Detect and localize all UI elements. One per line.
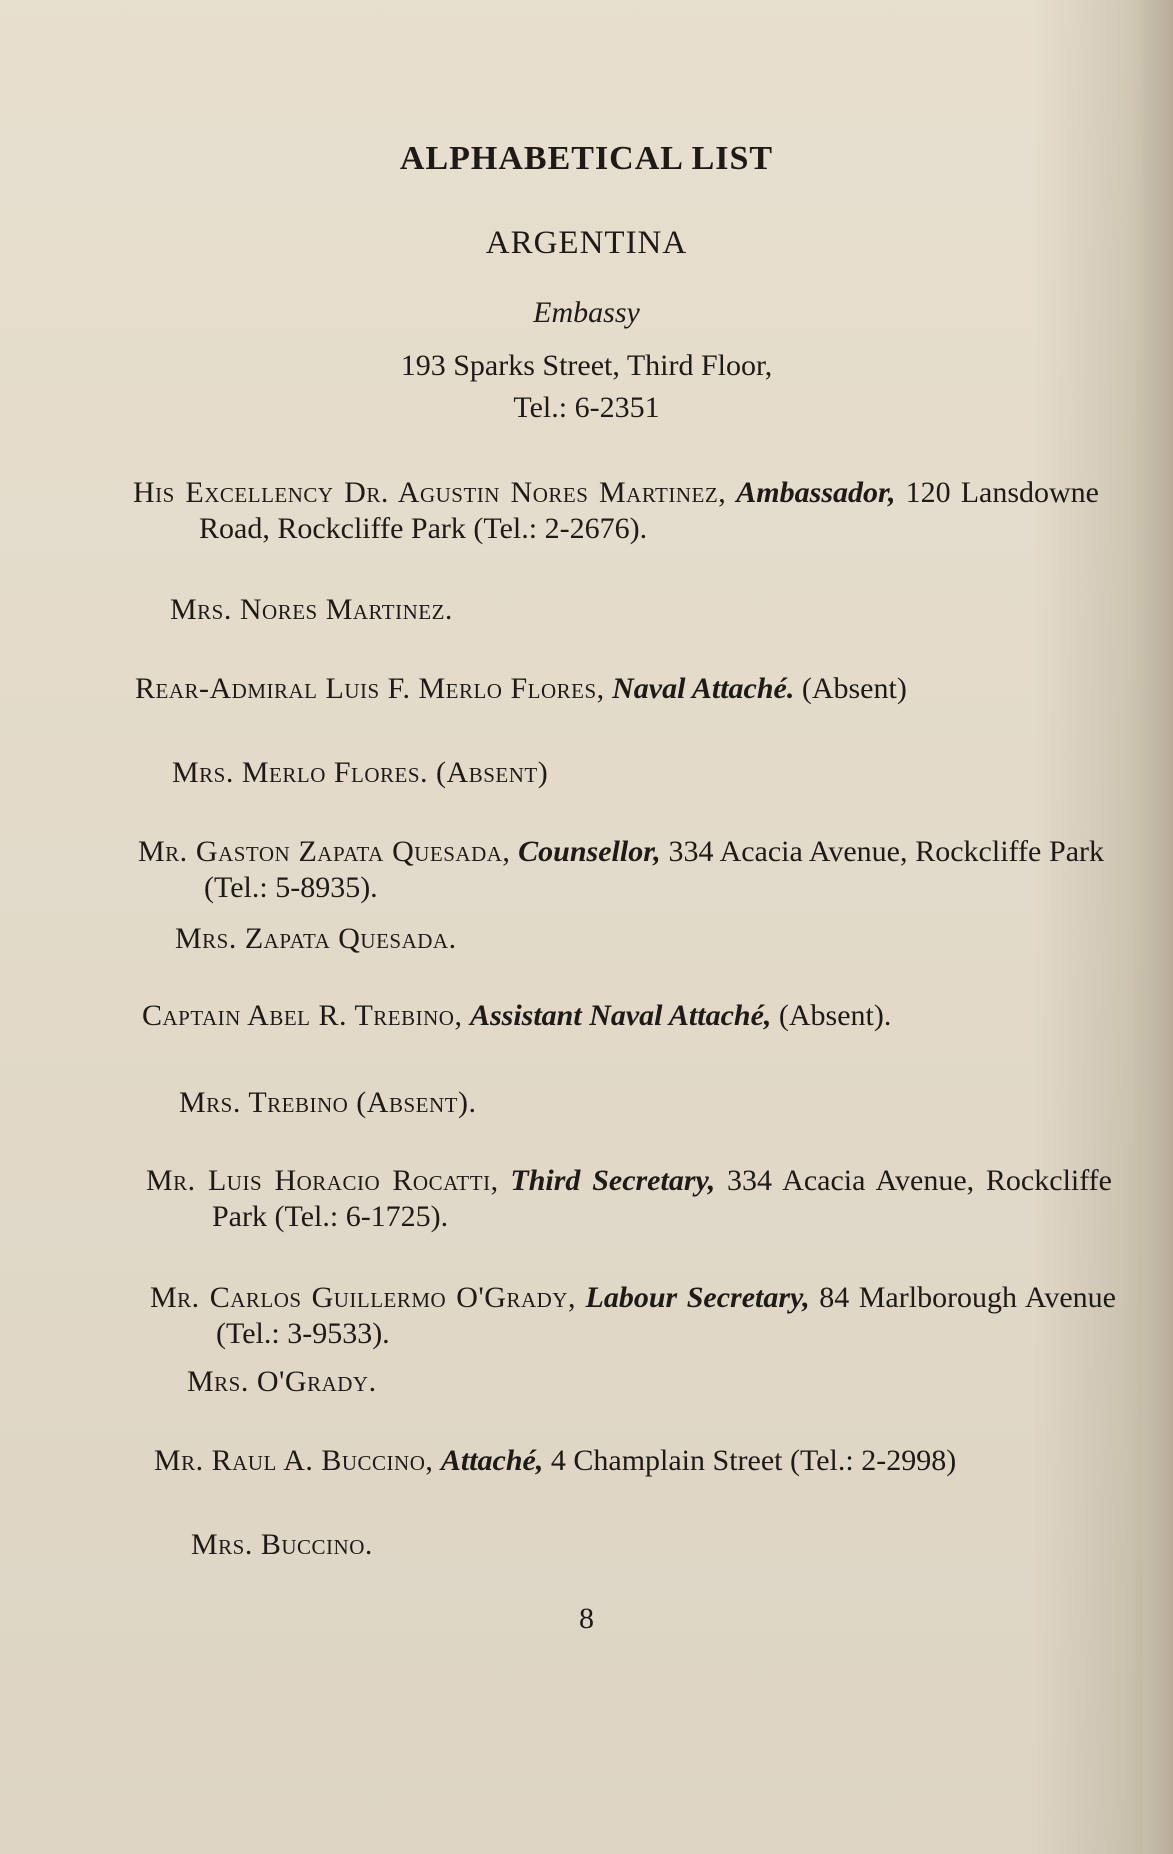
person-details: 334 Acacia Avenue, Rockcliffe Park (Tel.: 5-8935).: [204, 835, 1105, 904]
list-entry: [142, 998, 1108, 1034]
person-details: 84 Marlborough Avenue (Tel.: 3-9533).: [216, 1281, 1116, 1350]
person-title: Naval Attaché.: [612, 672, 795, 705]
list-entry: [150, 1280, 1116, 1352]
person-name: His Excellency Dr. Agustin Nores Martinez,: [133, 476, 727, 509]
mission-address: [0, 345, 1173, 429]
person-name: Mr. Luis Horacio Rocatti,: [146, 1164, 499, 1197]
spouse-entry: Mrs. Buccino.: [191, 1528, 373, 1561]
mission-type: Embassy: [533, 296, 640, 329]
list-entry: [135, 671, 1101, 707]
page-heading: ALPHABETICAL LIST: [399, 140, 774, 177]
person-name: Captain Abel R. Trebino,: [142, 999, 463, 1032]
list-entry: [154, 1443, 1120, 1479]
spouse-entry: Mrs. Trebino (Absent).: [179, 1086, 477, 1119]
page-number: 8: [579, 1602, 594, 1635]
person-name: Mr. Gaston Zapata Quesada,: [138, 835, 511, 868]
address-line: 193 Sparks Street, Third Floor,: [400, 349, 773, 382]
list-entry: [138, 834, 1104, 906]
person-details: 334 Acacia Avenue, Rockcliffe Park (Tel.: 6-1725).: [212, 1164, 1112, 1233]
person-name: Mr. Carlos Guillermo O'Grady,: [150, 1281, 576, 1314]
person-title: Third Secretary,: [510, 1164, 716, 1197]
list-entry: [133, 475, 1099, 547]
person-title: Attaché,: [440, 1444, 544, 1477]
person-title: Ambassador,: [736, 476, 896, 509]
person-name: Rear-Admiral Luis F. Merlo Flores,: [135, 672, 605, 705]
person-title: Assistant Naval Attaché,: [469, 999, 772, 1032]
country-name: ARGENTINA: [485, 225, 688, 261]
person-details: (Absent).: [778, 999, 892, 1032]
person-details: (Absent): [801, 672, 907, 705]
spouse-entry: Mrs. Zapata Quesada.: [175, 922, 457, 955]
list-entry: [146, 1163, 1112, 1235]
person-title: Counsellor,: [518, 835, 661, 868]
person-details: 4 Champlain Street (Tel.: 2-2998): [550, 1444, 957, 1477]
person-title: Labour Secretary,: [585, 1281, 810, 1314]
person-details: 120 Lansdowne Road, Rockcliffe Park (Tel.: 2-2676).: [199, 476, 1099, 545]
person-name: Mr. Raul A. Buccino,: [154, 1444, 434, 1477]
book-spine-shadow: [1143, 0, 1173, 1854]
spouse-entry: Mrs. Merlo Flores. (Absent): [172, 756, 549, 789]
spouse-entry: Mrs. O'Grady.: [187, 1365, 377, 1398]
telephone-line: Tel.: 6-2351: [513, 391, 660, 424]
spouse-entry: Mrs. Nores Martinez.: [170, 593, 453, 626]
